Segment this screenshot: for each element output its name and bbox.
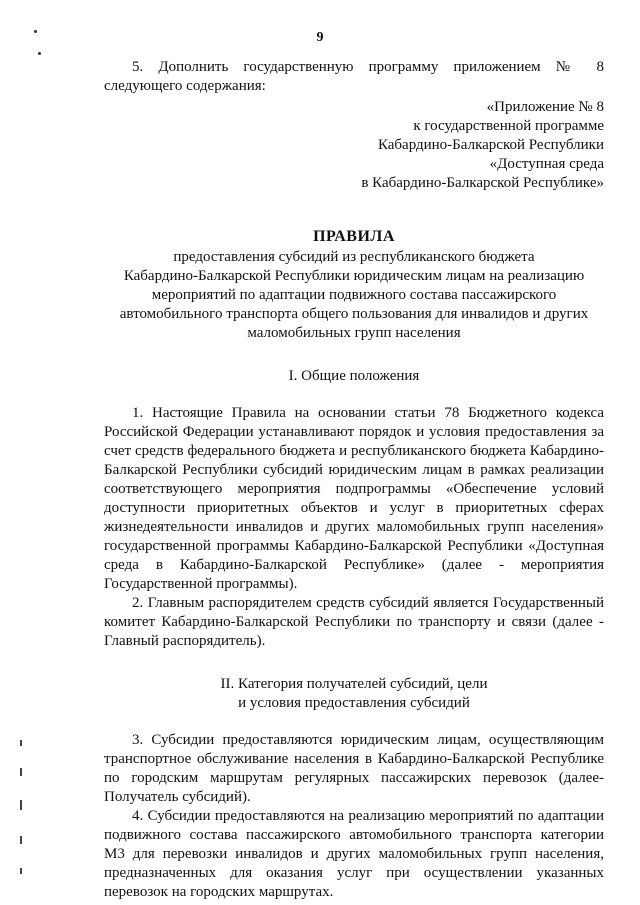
section-heading-general — [104, 367, 604, 386]
annex-line: в Кабардино-Балкарской Республике» — [361, 175, 604, 191]
paragraph-4: 4. Субсидии предоставляются на реализацию мероприятий по адаптации подвижного состава пассажирского автомобильного транспорта категории М3 для перевозки инвалидов и других маломобильных групп населения, предназначенных для оказания услуг при осуществлении указанных перевозок на городских маршрутах. — [104, 808, 604, 900]
section-heading-recipients — [104, 675, 604, 713]
scan-artifact — [20, 836, 22, 844]
scan-artifact — [20, 800, 22, 810]
annex-line: к государственной программе — [413, 118, 604, 134]
scan-artifact — [34, 30, 37, 33]
annex-line: Кабардино-Балкарской Республики — [377, 137, 604, 153]
section-heading-line: I. Общие положения — [288, 368, 420, 384]
page-number: 9 — [316, 30, 324, 45]
rules-title — [104, 227, 604, 343]
title-line: мероприятий по адаптации подвижного состава пассажирского — [151, 287, 557, 303]
scan-artifact — [20, 740, 22, 746]
document-body — [104, 58, 604, 902]
title-main: ПРАВИЛА — [313, 228, 395, 245]
paragraph-1: 1. Настоящие Правила на основании статьи 78 Бюджетного кодекса Российской Федерации устанавливают порядок и условия предоставления за счет средств федерального бюджета и республиканского бюджета Кабардино-Балкарской Республики субсидий юридическим лицам в рамках реализации соответствующего мероприятия подпрограммы «Обеспечение условий доступности приоритетных объектов и услуг в приоритетных сферах жизнедеятельности инвалидов и других маломобильных групп населения» государственной программы Кабардино-Балкарской Республики «Доступная среда в Кабардино-Балкарской Республике» (далее - мероприятия Государственной программы). — [104, 405, 604, 592]
scan-artifact — [20, 868, 22, 874]
title-line: Кабардино-Балкарской Республики юридическим лицам на реализацию — [123, 268, 585, 284]
section-heading-line: и условия предоставления субсидий — [238, 695, 470, 711]
scan-artifact — [38, 52, 41, 55]
title-subtitle — [104, 248, 604, 343]
title-line: предоставления субсидий из республиканского бюджета — [173, 249, 535, 265]
scan-artifact — [20, 768, 22, 776]
title-line: автомобильного транспорта общего пользования для инвалидов и других — [119, 306, 589, 322]
annex-line: «Доступная среда — [489, 156, 604, 172]
annex-line: «Приложение № 8 — [486, 99, 604, 115]
section-heading-line: II. Категория получателей субсидий, цели — [220, 676, 488, 692]
paragraph-2: 2. Главным распорядителем средств субсидий является Государственный комитет Кабардино-Балкарской Республики по транспорту и связи (далее - Главный распорядитель). — [104, 595, 604, 649]
title-line: маломобильных групп населения — [247, 325, 461, 341]
paragraph-3: 3. Субсидии предоставляются юридическим лицам, осуществляющим транспортное обслуживание населения в Кабардино-Балкарской Республике по городским маршрутам регулярных пассажирских перевозок (далее- Получатель субсидий). — [104, 732, 604, 805]
scan-margin-marks — [20, 740, 26, 890]
amendment-paragraph: 5. Дополнить государственную программу приложением № 8 следующего содержания: — [104, 59, 604, 94]
annex-heading — [104, 98, 604, 193]
